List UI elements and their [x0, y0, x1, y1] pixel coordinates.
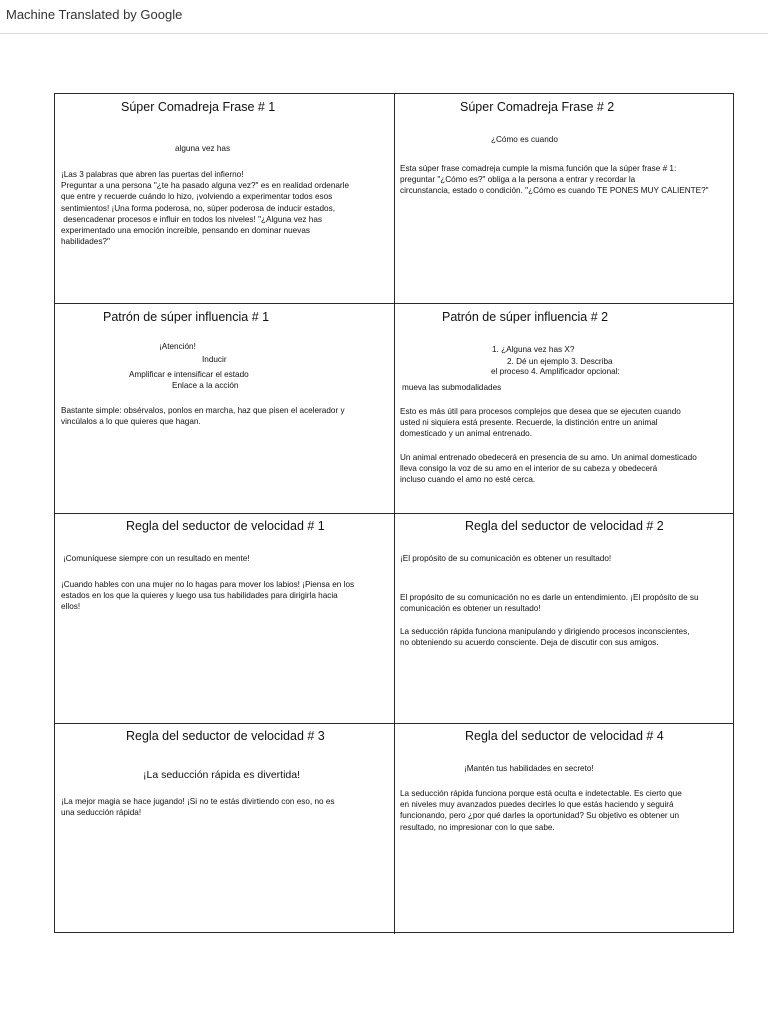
body-line: Esto es más útil para procesos complejos que desea que se ejecuten cuando	[400, 407, 681, 416]
card-title: Regla del seductor de velocidad # 3	[126, 729, 325, 743]
body-line: circunstancia, estado o condición. "¿Cómo es cuando TE PONES MUY CALIENTE?"	[400, 186, 709, 196]
body-line: que entre y recuerde cuándo lo hizo, ¡volviendo a experimentar todos esos	[61, 192, 333, 202]
body-line: domesticado y un animal entrenado.	[400, 429, 532, 439]
card-subtitle: alguna vez has	[175, 144, 231, 153]
card-title: Regla del seductor de velocidad # 1	[126, 519, 325, 533]
card-subtitle: ¡Comuníquese siempre con un resultado en mente!	[63, 554, 250, 563]
body-line: Un animal entrenado obedecerá en presencia de su amo. Un animal domesticado	[400, 453, 697, 462]
card-body	[61, 405, 345, 427]
card-super-weasel-phrase-1	[55, 94, 395, 304]
card-super-weasel-phrase-2	[394, 94, 734, 304]
body-line: desencadenar procesos e influir en todos los niveles! "¿Alguna vez has	[61, 214, 322, 224]
body-line: lleva consigo la voz de su amo en el interior de su cabeza y obedecerá	[400, 464, 658, 474]
card-title: Regla del seductor de velocidad # 2	[465, 519, 664, 533]
card-subtitle: ¡El propósito de su comunicación es obtener un resultado!	[400, 554, 612, 563]
step-item: Enlace a la acción	[172, 381, 239, 390]
body-line: ¡Las 3 palabras que abren las puertas del infierno!	[61, 170, 244, 179]
body-line: Bastante simple: obsérvalos, ponlos en marcha, haz que pisen el acelerador y	[61, 406, 345, 415]
body-line: El propósito de su comunicación no es darle un entendimiento. ¡El propósito de su	[400, 593, 699, 602]
body-line: sentimientos! ¡Una forma poderosa, no, súper poderosa de inducir estados,	[61, 203, 335, 213]
card-grid	[54, 93, 734, 933]
step-item: 2. Dé un ejemplo 3. Describa	[507, 357, 613, 366]
body-line: incluso cuando el amo no esté cerca.	[400, 475, 536, 485]
card-speed-seducer-rule-1	[55, 514, 395, 724]
card-title: Patrón de súper influencia # 2	[442, 310, 609, 324]
body-line: una seducción rápida!	[61, 808, 142, 818]
body-line: La seducción rápida funciona porque está oculta e indetectable. Es cierto que	[400, 789, 682, 798]
body-line: ¡La mejor magia se hace jugando! ¡Si no te estás divirtiendo con eso, no es	[61, 797, 335, 806]
card-subtitle: ¡La seducción rápida es divertida!	[143, 769, 301, 781]
card-title: Patrón de súper influencia # 1	[103, 310, 270, 324]
body-line: en niveles muy avanzados puedes decirles lo que estás haciendo y seguirá	[400, 800, 674, 810]
card-speed-seducer-rule-3	[55, 724, 395, 934]
card-body	[400, 788, 682, 833]
card-subtitle: ¡Mantén tus habilidades en secreto!	[464, 764, 594, 773]
translation-banner	[0, 0, 768, 34]
body-line: usted ni siquiera está presente. Recuerde, la distinción entre un animal	[400, 418, 658, 428]
step-item: Inducir	[202, 355, 227, 364]
body-line: resultado, no impresionar con lo que sabe.	[400, 822, 555, 832]
card-super-influence-pattern-1	[55, 304, 395, 514]
card-body	[61, 169, 349, 247]
step-item: Amplificar e intensificar el estado	[129, 370, 249, 379]
translation-label: Machine Translated by Google	[6, 7, 183, 22]
card-speed-seducer-rule-2	[394, 514, 734, 724]
step-item: 1. ¿Alguna vez has X?	[492, 345, 575, 354]
step-item: mueva las submodalidades	[402, 383, 502, 392]
body-line: habilidades?"	[61, 237, 110, 247]
body-line: experimentado una emoción increíble, pensando en dominar nuevas	[61, 226, 310, 236]
body-line: ¡Cuando hables con una mujer no lo hagas para mover los labios! ¡Piensa en los	[61, 580, 355, 589]
body-line: funcionando, pero ¿por qué darles la oportunidad? Su objetivo es obtener un	[400, 811, 680, 821]
body-line: vincúlalos a lo que quieres que hagan.	[61, 417, 201, 427]
body-line: preguntar "¿Cómo es?" obliga a la persona a entrar y recordar la	[400, 175, 636, 185]
card-title: Regla del seductor de velocidad # 4	[465, 729, 664, 743]
card-body	[400, 163, 709, 197]
card-body-paragraph-2	[400, 452, 697, 486]
card-body-paragraph-1	[400, 592, 699, 614]
card-speed-seducer-rule-4	[394, 724, 734, 934]
card-body	[61, 579, 354, 613]
card-subtitle: ¿Cómo es cuando	[491, 135, 558, 144]
card-body-paragraph-1	[400, 406, 681, 440]
body-line: estados en los que la quieres y luego usa tus habilidades para dirigirla hacia	[61, 591, 338, 601]
card-title: Súper Comadreja Frase # 2	[460, 100, 615, 114]
step-item: el proceso 4. Amplificador opcional:	[491, 367, 620, 376]
card-body	[61, 796, 335, 818]
card-body-paragraph-2	[400, 626, 689, 648]
body-line: Preguntar a una persona "¿te ha pasado alguna vez?" es en realidad ordenarle	[61, 181, 350, 191]
body-line: La seducción rápida funciona manipulando y dirigiendo procesos inconscientes,	[400, 627, 690, 636]
body-line: no obteniendo su acuerdo consciente. Deja de discutir con sus amigos.	[400, 638, 659, 648]
step-item: ¡Atención!	[159, 342, 196, 351]
body-line: ellos!	[61, 602, 81, 612]
body-line: Esta súper frase comadreja cumple la misma función que la súper frase # 1:	[400, 164, 677, 173]
card-super-influence-pattern-2	[394, 304, 734, 514]
card-title: Súper Comadreja Frase # 1	[121, 100, 276, 114]
body-line: comunicación es obtener un resultado!	[400, 604, 541, 614]
